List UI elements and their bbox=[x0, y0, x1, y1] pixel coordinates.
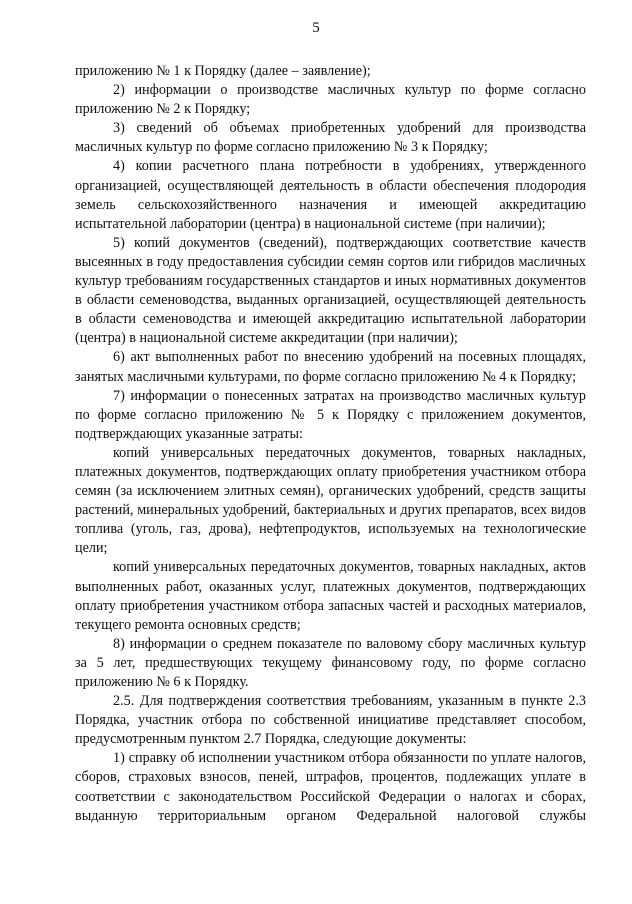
paragraph: приложению № 1 к Порядку (далее – заявление); bbox=[75, 63, 371, 79]
paragraph: 2.5. Для подтверждения соответствия требованиям, указанным в пункте 2.3 Порядка, участник отбора по собственной инициативе представляет способом, предусмотренным пунктом 2.7 Порядка, следующие документы: bbox=[75, 693, 586, 748]
paragraph: копий универсальных передаточных документов, товарных накладных, платежных документов, подтверждающих оплату приобретения участником отбора семян (за исключением элитных семян), органических удобрений, средств защиты растений, минеральных удобрений, бактериальных и других препаратов, всех видов топлива (уголь, газ, дрова), нефтепродуктов, используемых на технологические цели; bbox=[75, 444, 586, 557]
page-number: 5 bbox=[312, 20, 320, 36]
paragraph: 8) информации о среднем показателе по валовому сбору масличных культур за 5 лет, предшествующих текущему финансовому году, по форме согласно приложению № 6 к Порядку. bbox=[75, 635, 586, 690]
document-body bbox=[75, 62, 586, 826]
paragraph: 2) информации о производстве масличных культур по форме согласно приложению № 2 к Порядку; bbox=[75, 82, 586, 118]
paragraph: 5) копий документов (сведений), подтверждающих соответствие качеств высеянных в году предоставления субсидии семян сортов или гибридов масличных культур требованиям государственных стандартов и иных нормативных документов в области семеноводства, выданных организацией, осуществляющей деятельность в области семеноводства и имеющей аккредитацию испытательной лаборатории (центра) в национальной системе аккредитации (при наличии); bbox=[75, 234, 586, 347]
paragraph: 6) акт выполненных работ по внесению удобрений на посевных площадях, занятых масличными культурами, по форме согласно приложению № 4 к Порядку; bbox=[75, 349, 586, 385]
paragraph: 7) информации о понесенных затратах на производство масличных культур по форме согласно приложению № 5 к Порядку с приложением документов, подтверждающих указанные затраты: bbox=[75, 387, 586, 442]
paragraph: копий универсальных передаточных документов, товарных накладных, актов выполненных работ, оказанных услуг, платежных документов, подтверждающих оплату приобретения участником отбора запасных частей и расходных материалов, текущего ремонта основных средств; bbox=[75, 559, 586, 633]
paragraph: 1) справку об исполнении участником отбора обязанности по уплате налогов, сборов, страховых взносов, пеней, штрафов, процентов, подлежащих уплате в соответствии с законодательством Российской Федерации о налогах и сборах, выданную территориальным органом Федеральной налоговой службы bbox=[75, 750, 586, 824]
paragraph: 4) копии расчетного плана потребности в удобрениях, утвержденного организацией, осуществляющей деятельность в области обеспечения плодородия земель сельскохозяйственного назначения и имеющей аккредитацию испытательной лаборатории (центра) в национальной системе (при наличии); bbox=[75, 158, 586, 232]
paragraph: 3) сведений об объемах приобретенных удобрений для производства масличных культур по форме согласно приложению № 3 к Порядку; bbox=[75, 120, 586, 156]
